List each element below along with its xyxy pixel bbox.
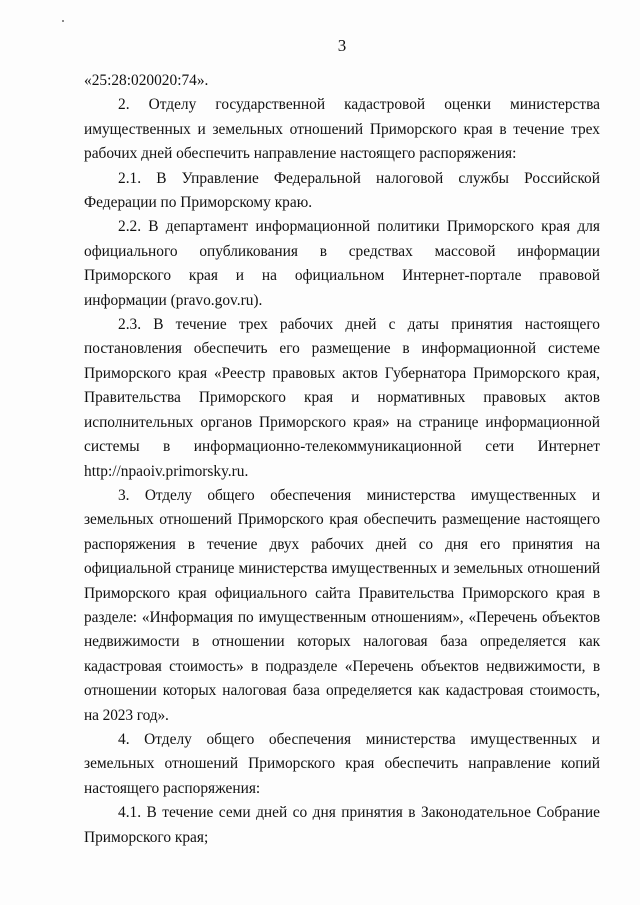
document-body: [84, 69, 600, 850]
paragraph-2-3: 2.3. В течение трех рабочих дней с даты принятия настоящего постановления обеспечить его размещение в информационной системе Приморского края «Реестр правовых актов Губернатора Приморского края, Правительства Приморского края и нормативных правовых актов исполнительных органов Приморского края» на странице информационной системы в информационно-телекоммуникационной сети Интернет http://npaoiv.primorsky.ru.: [84, 316, 600, 480]
paragraph-3: 3. Отделу общего обеспечения министерства имущественных и земельных отношений Приморского края обеспечить размещение настоящего распоряжения в течение двух рабочих дней со дня его принятия на официальной странице министерства имущественных и земельных отношений Приморского края официального сайта Правительства Приморского края в разделе: «Информация по имущественным отношениям», «Перечень объектов недвижимости в отношении которых налоговая база определяется как кадастровая стоимость» в подразделе «Перечень объектов недвижимости, в отношении которых налоговая база определяется как кадастровая стоимость, на 2023 год».: [84, 486, 600, 724]
paragraph-2: 2. Отделу государственной кадастровой оценки министерства имущественных и земельных отношений Приморского края в течение трех рабочих дней обеспечить направление настоящего распоряжения:: [84, 96, 600, 163]
paragraph-cadastral-number: «25:28:020020:74».: [84, 72, 209, 89]
paragraph-2-1: 2.1. В Управление Федеральной налоговой службы Российской Федерации по Приморскому краю.: [84, 169, 600, 212]
paragraph-4: 4. Отделу общего обеспечения министерства имущественных и земельных отношений Приморского края обеспечить направление копий настоящего распоряжения:: [84, 730, 600, 797]
page-number: 3: [337, 36, 347, 55]
paragraph-4-1: 4.1. В течение семи дней со дня принятия в Законодательное Собрание Приморского края;: [84, 804, 600, 846]
paragraph-2-2: 2.2. В департамент информационной политики Приморского края для официального опубликования в средствах массовой информации Приморского края и на официальном Интернет-портале правовой информации (pravo.gov.ru).: [84, 218, 600, 309]
scan-speck: [62, 20, 64, 22]
